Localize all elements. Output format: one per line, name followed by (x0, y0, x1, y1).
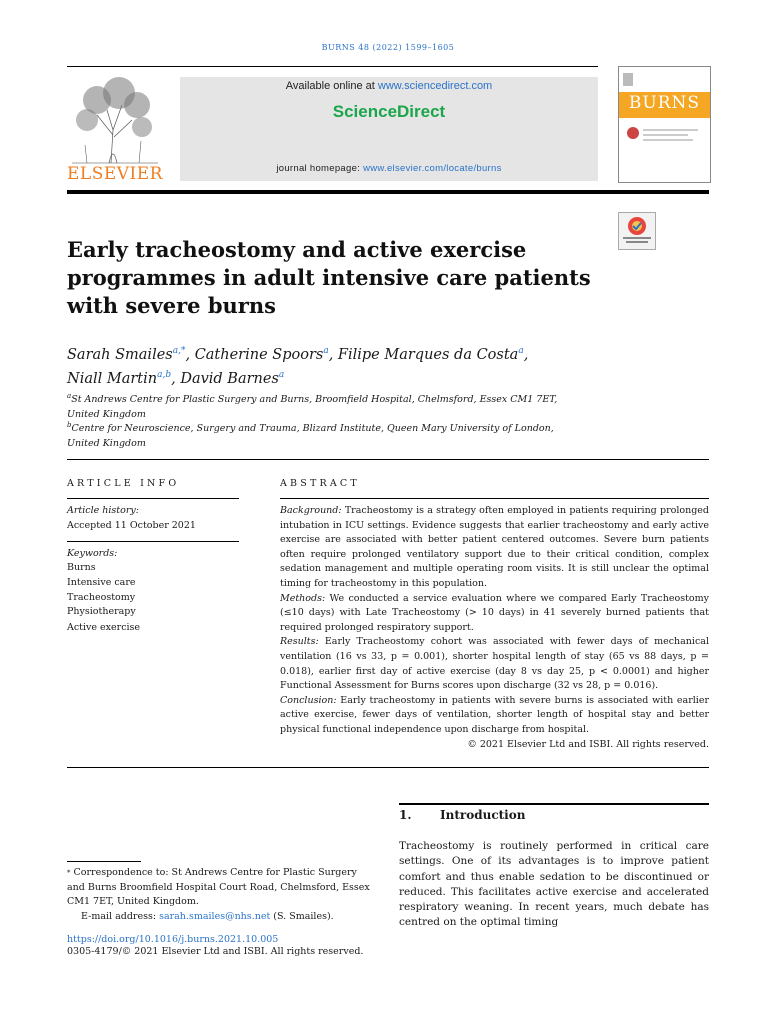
abstract-section-text: Early Tracheostomy cohort was associated with fewer days of mechanical ventilation (16 vs 33, p = 0.001), shorter hospital length of stay (65 vs 88 days, p = 0.018), earlier first day of active exercise (day 8 vs day 25, p < 0.0001) and higher Functional Assessment for Burns scores upon discharge (32 vs 28, p = 0.016). (280, 636, 709, 692)
author-name[interactable]: David Barnes (180, 370, 279, 387)
article-info-rule (67, 498, 239, 499)
abstract-conclusion (280, 694, 709, 738)
correspondence-footnote (67, 866, 377, 924)
journal-homepage-link[interactable]: www.elsevier.com/locate/burns (363, 163, 502, 174)
affiliation-text: St Andrews Centre for Plastic Surgery and Burns, Broomfield Hospital, Chelmsford, Essex CM1 7ET, United Kingdom (67, 394, 558, 420)
abstract-methods (280, 592, 709, 636)
abstract-section-text: We conducted a service evaluation where we compared Early Tracheostomy (≤10 days) with Late Tracheostomy (> 10 days) in 41 severely burned patients that required prolonged respiratory support. (280, 592, 709, 633)
issn-copyright: 0305-4179/© 2021 Elsevier Ltd and ISBI. All rights reserved. (67, 946, 364, 957)
author-affiliation-marker[interactable]: a,* (172, 346, 186, 356)
author-name[interactable]: Niall Martin (67, 370, 158, 387)
abstract-label: Methods: (280, 592, 326, 604)
author-name[interactable]: Catherine Spoors (194, 346, 324, 363)
abstract-section-text: Tracheostomy is a strategy often employed in patients requiring prolonged intubation in ICU settings. Evidence suggests that earlier tracheostomy and early active exercise are associated with better patient centered outcomes. Severe burn patients often require prolonged ventilatory support due to their critical condition, complex sedation management and multiple operating room visits. It is still unclear the optimal timing for tracheostomy in this population. (280, 505, 709, 589)
header-rule (67, 66, 598, 67)
section-divider (67, 459, 709, 460)
abstract-section-text: Early tracheostomy in patients with severe burns is associated with earlier active exercise, fewer days of ventilation, shorter length of hospital stay and better physical functional independence upon discharge from hospital. (280, 694, 709, 735)
author-affiliation-marker[interactable]: a,b (157, 369, 172, 380)
keywords-label: Keywords: (67, 548, 118, 559)
doi-link[interactable]: https://doi.org/10.1016/j.burns.2021.10.005 (67, 934, 279, 945)
journal-homepage (180, 163, 598, 174)
abstract-label: Conclusion: (280, 694, 337, 706)
keyword: Physiotherapy (67, 606, 136, 617)
article-info-rule (67, 541, 239, 542)
author-affiliation-marker[interactable]: a (278, 369, 285, 380)
article-history-label: Article history: (67, 505, 139, 516)
author-separator: , (171, 370, 181, 387)
introduction-text: Tracheostomy is routinely performed in critical care settings. One of its advantages is to improve patient comfort and thus enable sedation to be discontinued or reduced. This facilitates active exercise and accelerated respiratory weaning. In recent years, much debate has centred on the optimal timing (399, 840, 709, 929)
section-heading: Introduction (440, 808, 526, 822)
abstract-rule (280, 498, 709, 499)
email-suffix: (S. Smailes). (270, 910, 334, 922)
available-online (180, 80, 598, 92)
keyword: Burns (67, 562, 96, 573)
abstract-background (280, 504, 709, 592)
section-number: 1. (399, 808, 412, 822)
abstract-body (280, 504, 709, 752)
correspondence-line (67, 866, 377, 910)
keyword: Active exercise (67, 622, 141, 633)
keyword: Intensive care (67, 577, 136, 588)
author-list (67, 341, 687, 389)
platform-name: ScienceDirect (332, 102, 446, 121)
available-online-label: Available online at (285, 80, 378, 92)
journal-cover[interactable] (618, 66, 711, 183)
author-separator: , (328, 346, 338, 363)
journal-homepage-label: journal homepage: (276, 163, 364, 174)
email-link[interactable]: sarah.smailes@nhs.net (159, 910, 271, 922)
author-affiliation-marker[interactable]: a (323, 346, 329, 356)
email-label: E-mail address: (81, 910, 160, 922)
section-divider (67, 767, 709, 768)
article-title: Early tracheostomy and active exercise programmes in adult intensive care patients with severe burns (67, 237, 591, 318)
sciencedirect-link[interactable]: www.sciencedirect.com (377, 80, 493, 92)
author-affiliation-marker[interactable]: a (518, 346, 524, 356)
correspondence-text: Correspondence to: St Andrews Centre for Plastic Surgery and Burns Broomfield Hospital Court Road, Chelmsford, Essex CM1 7ET, United Kingdom. (67, 867, 370, 908)
author-separator: , (185, 346, 195, 363)
cover-title: BURNS (628, 93, 701, 113)
introduction-rule (399, 803, 709, 805)
footnote-marker: * (67, 869, 71, 877)
abstract-label: Results: (280, 636, 319, 648)
abstract-copyright: © 2021 Elsevier Ltd and ISBI. All rights reserved. (467, 738, 709, 750)
email-line (67, 910, 377, 925)
publisher-wordmark: ELSEVIER (67, 164, 163, 184)
affiliation-text: Centre for Neuroscience, Surgery and Trauma, Blizard Institute, Queen Mary University of London, United Kingdom (67, 423, 554, 449)
abstract-heading: ABSTRACT (280, 478, 360, 489)
accepted-date: Accepted 11 October 2021 (67, 520, 196, 531)
author-name[interactable]: Sarah Smailes (67, 346, 173, 363)
keyword: Tracheostomy (67, 592, 136, 603)
affiliation (67, 418, 587, 451)
affiliation-marker: b (67, 421, 72, 429)
journal-citation: BURNS 48 (2022) 1599–1605 (321, 43, 455, 52)
abstract-results (280, 635, 709, 693)
footnote-rule (67, 861, 141, 862)
affiliation-marker: a (67, 392, 72, 400)
header-thick-rule (67, 190, 709, 194)
article-info-heading: ARTICLE INFO (67, 478, 180, 489)
author-name[interactable]: Filipe Marques da Costa (337, 346, 519, 363)
author-separator: , (523, 346, 529, 363)
abstract-label: Background: (280, 505, 342, 516)
